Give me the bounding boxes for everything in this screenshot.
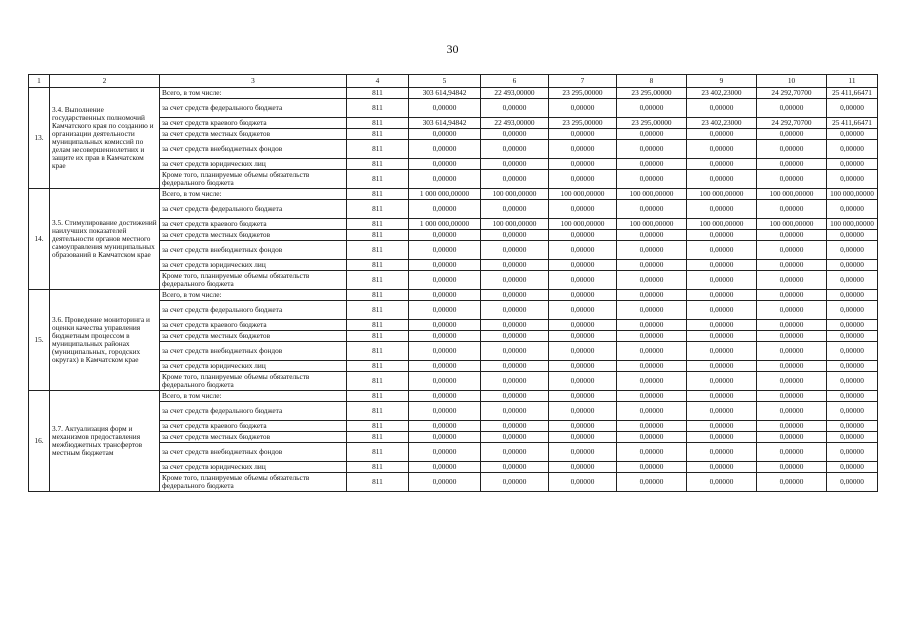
amount-cell: 0,00000 xyxy=(409,159,481,170)
amount-cell: 0,00000 xyxy=(617,443,687,462)
amount-cell: 0,00000 xyxy=(617,241,687,260)
amount-cell: 0,00000 xyxy=(481,200,549,219)
budget-code: 811 xyxy=(347,230,409,241)
amount-cell: 0,00000 xyxy=(827,443,878,462)
amount-cell: 0,00000 xyxy=(687,170,757,189)
amount-cell: 0,00000 xyxy=(827,462,878,473)
amount-cell: 0,00000 xyxy=(481,391,549,402)
amount-cell: 0,00000 xyxy=(827,320,878,331)
amount-cell: 23 295,00000 xyxy=(549,88,617,99)
amount-cell: 0,00000 xyxy=(757,331,827,342)
budget-code: 811 xyxy=(347,320,409,331)
amount-cell: 1 000 000,00000 xyxy=(409,219,481,230)
funding-source: за счет средств юридических лиц xyxy=(160,462,347,473)
amount-cell: 0,00000 xyxy=(409,301,481,320)
budget-code: 811 xyxy=(347,432,409,443)
column-header: 1 xyxy=(29,75,50,88)
amount-cell: 0,00000 xyxy=(757,271,827,290)
amount-cell: 0,00000 xyxy=(687,241,757,260)
column-header: 9 xyxy=(687,75,757,88)
row-number: 16. xyxy=(29,391,50,492)
amount-cell: 0,00000 xyxy=(687,421,757,432)
amount-cell: 0,00000 xyxy=(757,301,827,320)
amount-cell: 0,00000 xyxy=(549,140,617,159)
budget-code: 811 xyxy=(347,88,409,99)
column-number-header xyxy=(29,75,878,88)
amount-cell: 0,00000 xyxy=(617,331,687,342)
budget-code: 811 xyxy=(347,421,409,432)
table-row xyxy=(29,189,878,200)
budget-code: 811 xyxy=(347,241,409,260)
amount-cell: 0,00000 xyxy=(827,301,878,320)
budget-code: 811 xyxy=(347,219,409,230)
column-header: 3 xyxy=(160,75,347,88)
amount-cell: 0,00000 xyxy=(549,320,617,331)
amount-cell: 0,00000 xyxy=(549,241,617,260)
funding-source: за счет средств федерального бюджета xyxy=(160,99,347,118)
amount-cell: 0,00000 xyxy=(409,140,481,159)
amount-cell: 0,00000 xyxy=(617,462,687,473)
funding-source: Всего, в том числе: xyxy=(160,290,347,301)
amount-cell: 22 493,00000 xyxy=(481,118,549,129)
amount-cell: 0,00000 xyxy=(687,301,757,320)
measure-title: 3.5. Стимулирование достижений наилучших показателей деятельности органов местного самоуправления муниципальных образований в Камчатском крае xyxy=(50,189,160,290)
funding-source: за счет средств юридических лиц xyxy=(160,361,347,372)
amount-cell: 0,00000 xyxy=(481,372,549,391)
amount-cell: 0,00000 xyxy=(549,290,617,301)
budget-code: 811 xyxy=(347,118,409,129)
amount-cell: 0,00000 xyxy=(481,342,549,361)
amount-cell: 0,00000 xyxy=(827,129,878,140)
amount-cell: 0,00000 xyxy=(409,99,481,118)
funding-source: за счет средств местных бюджетов xyxy=(160,331,347,342)
amount-cell: 0,00000 xyxy=(549,342,617,361)
amount-cell: 0,00000 xyxy=(757,241,827,260)
amount-cell: 0,00000 xyxy=(481,170,549,189)
amount-cell: 0,00000 xyxy=(481,290,549,301)
amount-cell: 0,00000 xyxy=(617,342,687,361)
amount-cell: 100 000,00000 xyxy=(827,189,878,200)
amount-cell: 0,00000 xyxy=(687,391,757,402)
budget-code: 811 xyxy=(347,260,409,271)
amount-cell: 0,00000 xyxy=(409,230,481,241)
amount-cell: 23 295,00000 xyxy=(549,118,617,129)
budget-code: 811 xyxy=(347,140,409,159)
amount-cell: 0,00000 xyxy=(617,271,687,290)
amount-cell: 0,00000 xyxy=(827,361,878,372)
amount-cell: 0,00000 xyxy=(409,260,481,271)
amount-cell: 0,00000 xyxy=(409,421,481,432)
amount-cell: 0,00000 xyxy=(757,159,827,170)
amount-cell: 0,00000 xyxy=(481,402,549,421)
budget-code: 811 xyxy=(347,361,409,372)
amount-cell: 0,00000 xyxy=(827,241,878,260)
amount-cell: 0,00000 xyxy=(549,301,617,320)
amount-cell: 0,00000 xyxy=(481,473,549,492)
amount-cell: 0,00000 xyxy=(409,241,481,260)
column-header: 8 xyxy=(617,75,687,88)
funding-source: за счет средств федерального бюджета xyxy=(160,301,347,320)
column-header: 5 xyxy=(409,75,481,88)
amount-cell: 0,00000 xyxy=(409,290,481,301)
amount-cell: 0,00000 xyxy=(481,129,549,140)
amount-cell: 0,00000 xyxy=(549,421,617,432)
amount-cell: 0,00000 xyxy=(617,260,687,271)
amount-cell: 0,00000 xyxy=(549,432,617,443)
page-number: 30 xyxy=(446,42,459,56)
amount-cell: 303 614,94842 xyxy=(409,88,481,99)
budget-code: 811 xyxy=(347,372,409,391)
amount-cell: 0,00000 xyxy=(481,301,549,320)
funding-source: за счет средств краевого бюджета xyxy=(160,219,347,230)
amount-cell: 0,00000 xyxy=(617,473,687,492)
amount-cell: 0,00000 xyxy=(481,99,549,118)
amount-cell: 0,00000 xyxy=(827,290,878,301)
budget-table xyxy=(28,74,878,492)
budget-code: 811 xyxy=(347,443,409,462)
amount-cell: 0,00000 xyxy=(481,140,549,159)
amount-cell: 100 000,00000 xyxy=(687,219,757,230)
amount-cell: 23 295,00000 xyxy=(617,118,687,129)
amount-cell: 0,00000 xyxy=(481,361,549,372)
amount-cell: 0,00000 xyxy=(827,140,878,159)
amount-cell: 0,00000 xyxy=(617,129,687,140)
amount-cell: 0,00000 xyxy=(549,159,617,170)
amount-cell: 100 000,00000 xyxy=(481,219,549,230)
funding-source: Кроме того, планируемые объемы обязательств федерального бюджета xyxy=(160,473,347,492)
amount-cell: 0,00000 xyxy=(757,361,827,372)
budget-code: 811 xyxy=(347,99,409,118)
amount-cell: 0,00000 xyxy=(757,290,827,301)
measure-title: 3.4. Выполнение государственных полномочий Камчатского края по созданию и организации деятельности муниципальных комиссий по делам несовершеннолетних и защите их прав в Камчатском крае xyxy=(50,88,160,189)
amount-cell: 0,00000 xyxy=(827,271,878,290)
amount-cell: 0,00000 xyxy=(827,342,878,361)
column-header: 11 xyxy=(827,75,878,88)
amount-cell: 0,00000 xyxy=(409,361,481,372)
amount-cell: 0,00000 xyxy=(827,99,878,118)
funding-source: за счет средств внебюджетных фондов xyxy=(160,241,347,260)
amount-cell: 0,00000 xyxy=(409,200,481,219)
amount-cell: 0,00000 xyxy=(549,361,617,372)
amount-cell: 0,00000 xyxy=(409,443,481,462)
amount-cell: 0,00000 xyxy=(481,421,549,432)
amount-cell: 23 402,23000 xyxy=(687,118,757,129)
amount-cell: 0,00000 xyxy=(757,129,827,140)
amount-cell: 0,00000 xyxy=(827,230,878,241)
amount-cell: 0,00000 xyxy=(687,331,757,342)
amount-cell: 100 000,00000 xyxy=(481,189,549,200)
funding-source: за счет средств федерального бюджета xyxy=(160,200,347,219)
amount-cell: 0,00000 xyxy=(757,432,827,443)
amount-cell: 0,00000 xyxy=(409,320,481,331)
amount-cell: 0,00000 xyxy=(549,462,617,473)
amount-cell: 0,00000 xyxy=(549,391,617,402)
budget-code: 811 xyxy=(347,342,409,361)
amount-cell: 0,00000 xyxy=(617,140,687,159)
budget-code: 811 xyxy=(347,200,409,219)
amount-cell: 0,00000 xyxy=(687,140,757,159)
amount-cell: 100 000,00000 xyxy=(617,219,687,230)
amount-cell: 23 402,23000 xyxy=(687,88,757,99)
amount-cell: 0,00000 xyxy=(549,230,617,241)
amount-cell: 0,00000 xyxy=(827,331,878,342)
column-header: 2 xyxy=(50,75,160,88)
amount-cell: 0,00000 xyxy=(549,170,617,189)
budget-code: 811 xyxy=(347,271,409,290)
budget-code: 811 xyxy=(347,159,409,170)
amount-cell: 303 614,94842 xyxy=(409,118,481,129)
amount-cell: 0,00000 xyxy=(757,140,827,159)
amount-cell: 0,00000 xyxy=(409,129,481,140)
amount-cell: 24 292,70700 xyxy=(757,118,827,129)
funding-source: Кроме того, планируемые объемы обязательств федерального бюджета xyxy=(160,372,347,391)
amount-cell: 0,00000 xyxy=(687,432,757,443)
amount-cell: 0,00000 xyxy=(757,230,827,241)
amount-cell: 0,00000 xyxy=(549,200,617,219)
amount-cell: 0,00000 xyxy=(687,402,757,421)
amount-cell: 0,00000 xyxy=(617,402,687,421)
amount-cell: 100 000,00000 xyxy=(549,189,617,200)
funding-source: за счет средств краевого бюджета xyxy=(160,320,347,331)
amount-cell: 0,00000 xyxy=(757,99,827,118)
funding-source: за счет средств местных бюджетов xyxy=(160,230,347,241)
amount-cell: 0,00000 xyxy=(687,260,757,271)
amount-cell: 0,00000 xyxy=(409,372,481,391)
amount-cell: 0,00000 xyxy=(827,200,878,219)
amount-cell: 0,00000 xyxy=(757,170,827,189)
amount-cell: 0,00000 xyxy=(687,462,757,473)
amount-cell: 0,00000 xyxy=(409,271,481,290)
row-number: 14. xyxy=(29,189,50,290)
funding-source: за счет средств федерального бюджета xyxy=(160,402,347,421)
amount-cell: 1 000 000,00000 xyxy=(409,189,481,200)
column-header: 4 xyxy=(347,75,409,88)
amount-cell: 0,00000 xyxy=(481,443,549,462)
amount-cell: 0,00000 xyxy=(409,391,481,402)
amount-cell: 0,00000 xyxy=(409,462,481,473)
amount-cell: 0,00000 xyxy=(481,320,549,331)
funding-source: за счет средств краевого бюджета xyxy=(160,118,347,129)
amount-cell: 0,00000 xyxy=(687,290,757,301)
amount-cell: 0,00000 xyxy=(481,331,549,342)
funding-source: за счет средств местных бюджетов xyxy=(160,432,347,443)
table-row xyxy=(29,391,878,402)
amount-cell: 0,00000 xyxy=(617,432,687,443)
budget-code: 811 xyxy=(347,129,409,140)
amount-cell: 0,00000 xyxy=(481,159,549,170)
amount-cell: 0,00000 xyxy=(827,421,878,432)
column-header: 7 xyxy=(549,75,617,88)
amount-cell: 0,00000 xyxy=(687,99,757,118)
amount-cell: 25 411,66471 xyxy=(827,88,878,99)
amount-cell: 0,00000 xyxy=(827,402,878,421)
amount-cell: 0,00000 xyxy=(687,159,757,170)
budget-code: 811 xyxy=(347,331,409,342)
amount-cell: 0,00000 xyxy=(757,473,827,492)
amount-cell: 0,00000 xyxy=(617,170,687,189)
table-row xyxy=(29,88,878,99)
amount-cell: 0,00000 xyxy=(549,473,617,492)
column-header: 10 xyxy=(757,75,827,88)
amount-cell: 0,00000 xyxy=(481,271,549,290)
measure-title: 3.6. Проведение мониторинга и оценки качества управления бюджетным процессом в муниципальных районах (муниципальных, городских округах) в Камчатском крае xyxy=(50,290,160,391)
amount-cell: 100 000,00000 xyxy=(757,219,827,230)
funding-source: за счет средств внебюджетных фондов xyxy=(160,140,347,159)
amount-cell: 0,00000 xyxy=(757,372,827,391)
amount-cell: 0,00000 xyxy=(549,402,617,421)
row-number: 13. xyxy=(29,88,50,189)
amount-cell: 0,00000 xyxy=(481,432,549,443)
amount-cell: 0,00000 xyxy=(687,473,757,492)
amount-cell: 0,00000 xyxy=(827,432,878,443)
amount-cell: 23 295,00000 xyxy=(617,88,687,99)
amount-cell: 0,00000 xyxy=(481,260,549,271)
amount-cell: 0,00000 xyxy=(757,402,827,421)
column-header: 6 xyxy=(481,75,549,88)
amount-cell: 0,00000 xyxy=(757,320,827,331)
budget-code: 811 xyxy=(347,170,409,189)
amount-cell: 0,00000 xyxy=(481,462,549,473)
funding-source: за счет средств внебюджетных фондов xyxy=(160,342,347,361)
funding-source: за счет средств местных бюджетов xyxy=(160,129,347,140)
amount-cell: 0,00000 xyxy=(409,402,481,421)
funding-source: за счет средств внебюджетных фондов xyxy=(160,443,347,462)
amount-cell: 0,00000 xyxy=(617,99,687,118)
amount-cell: 0,00000 xyxy=(409,331,481,342)
funding-source: Кроме того, планируемые объемы обязательств федерального бюджета xyxy=(160,170,347,189)
amount-cell: 0,00000 xyxy=(617,421,687,432)
budget-code: 811 xyxy=(347,402,409,421)
amount-cell: 0,00000 xyxy=(549,260,617,271)
amount-cell: 0,00000 xyxy=(617,301,687,320)
amount-cell: 0,00000 xyxy=(827,391,878,402)
amount-cell: 0,00000 xyxy=(549,129,617,140)
funding-source: за счет средств юридических лиц xyxy=(160,159,347,170)
amount-cell: 0,00000 xyxy=(827,473,878,492)
budget-code: 811 xyxy=(347,301,409,320)
amount-cell: 0,00000 xyxy=(757,342,827,361)
amount-cell: 0,00000 xyxy=(617,361,687,372)
amount-cell: 0,00000 xyxy=(409,170,481,189)
table-body xyxy=(29,75,878,492)
budget-code: 811 xyxy=(347,391,409,402)
amount-cell: 0,00000 xyxy=(827,170,878,189)
amount-cell: 0,00000 xyxy=(617,159,687,170)
funding-source: Всего, в том числе: xyxy=(160,189,347,200)
amount-cell: 0,00000 xyxy=(687,230,757,241)
table-row xyxy=(29,290,878,301)
amount-cell: 0,00000 xyxy=(617,372,687,391)
amount-cell: 0,00000 xyxy=(757,260,827,271)
amount-cell: 0,00000 xyxy=(757,421,827,432)
amount-cell: 0,00000 xyxy=(549,372,617,391)
funding-source: за счет средств краевого бюджета xyxy=(160,421,347,432)
amount-cell: 100 000,00000 xyxy=(757,189,827,200)
amount-cell: 100 000,00000 xyxy=(827,219,878,230)
amount-cell: 0,00000 xyxy=(549,443,617,462)
amount-cell: 0,00000 xyxy=(687,361,757,372)
amount-cell: 0,00000 xyxy=(409,342,481,361)
amount-cell: 0,00000 xyxy=(617,230,687,241)
amount-cell: 0,00000 xyxy=(757,391,827,402)
funding-source: Всего, в том числе: xyxy=(160,88,347,99)
amount-cell: 0,00000 xyxy=(687,342,757,361)
funding-source: за счет средств юридических лиц xyxy=(160,260,347,271)
budget-code: 811 xyxy=(347,189,409,200)
budget-code: 811 xyxy=(347,462,409,473)
amount-cell: 0,00000 xyxy=(549,331,617,342)
amount-cell: 100 000,00000 xyxy=(617,189,687,200)
row-number: 15. xyxy=(29,290,50,391)
amount-cell: 0,00000 xyxy=(687,200,757,219)
amount-cell: 0,00000 xyxy=(409,432,481,443)
amount-cell: 0,00000 xyxy=(757,200,827,219)
amount-cell: 0,00000 xyxy=(687,271,757,290)
amount-cell: 0,00000 xyxy=(827,159,878,170)
amount-cell: 0,00000 xyxy=(757,443,827,462)
amount-cell: 0,00000 xyxy=(687,320,757,331)
amount-cell: 0,00000 xyxy=(827,372,878,391)
amount-cell: 0,00000 xyxy=(827,260,878,271)
funding-source: Кроме того, планируемые объемы обязательств федерального бюджета xyxy=(160,271,347,290)
amount-cell: 0,00000 xyxy=(549,99,617,118)
amount-cell: 0,00000 xyxy=(687,372,757,391)
amount-cell: 0,00000 xyxy=(481,230,549,241)
amount-cell: 0,00000 xyxy=(409,473,481,492)
amount-cell: 22 493,00000 xyxy=(481,88,549,99)
amount-cell: 0,00000 xyxy=(757,462,827,473)
amount-cell: 100 000,00000 xyxy=(687,189,757,200)
amount-cell: 25 411,66471 xyxy=(827,118,878,129)
amount-cell: 24 292,70700 xyxy=(757,88,827,99)
amount-cell: 0,00000 xyxy=(481,241,549,260)
amount-cell: 0,00000 xyxy=(617,290,687,301)
amount-cell: 0,00000 xyxy=(687,129,757,140)
budget-code: 811 xyxy=(347,290,409,301)
amount-cell: 0,00000 xyxy=(687,443,757,462)
amount-cell: 0,00000 xyxy=(549,271,617,290)
amount-cell: 100 000,00000 xyxy=(549,219,617,230)
amount-cell: 0,00000 xyxy=(617,200,687,219)
budget-code: 811 xyxy=(347,473,409,492)
amount-cell: 0,00000 xyxy=(617,320,687,331)
funding-source: Всего, в том числе: xyxy=(160,391,347,402)
amount-cell: 0,00000 xyxy=(617,391,687,402)
measure-title: 3.7. Актуализация форм и механизмов предоставления межбюджетных трансфертов местным бюджетам xyxy=(50,391,160,492)
